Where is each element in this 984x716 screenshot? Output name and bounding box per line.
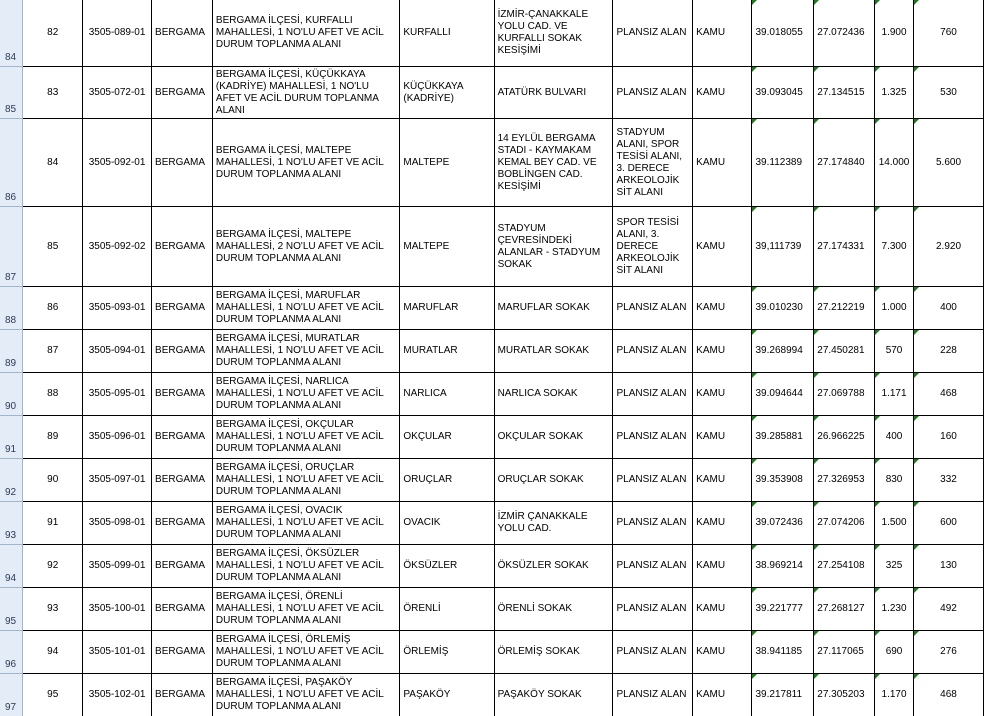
cell-capacity[interactable]: 600 <box>914 502 984 545</box>
cell-latitude[interactable]: 39.285881 <box>752 416 814 459</box>
cell-area-name[interactable]: BERGAMA İLÇESİ, ORUÇLAR MAHALLESİ, 1 NO'LU AFET VE ACİL DURUM TOPLANMA ALANI <box>212 459 399 502</box>
cell-area[interactable]: 1.500 <box>875 502 914 545</box>
cell-sira-no[interactable]: 85 <box>23 207 83 287</box>
table-row[interactable] <box>0 459 984 502</box>
cell-ownership[interactable]: KAMU <box>693 545 752 588</box>
cell-area-name[interactable]: BERGAMA İLÇESİ, KURFALLI MAHALLESİ, 1 NO'LU AFET VE ACİL DURUM TOPLANMA ALANI <box>212 0 399 67</box>
cell-area[interactable]: 830 <box>875 459 914 502</box>
cell-latitude[interactable]: 39.093045 <box>752 67 814 119</box>
cell-longitude[interactable]: 27.074206 <box>814 502 875 545</box>
cell-code[interactable]: 3505-089-01 <box>83 0 152 67</box>
cell-address[interactable]: OKÇULAR SOKAK <box>494 416 613 459</box>
cell-longitude[interactable]: 27.174331 <box>814 207 875 287</box>
table-row[interactable] <box>0 330 984 373</box>
cell-longitude[interactable]: 27.072436 <box>814 0 875 67</box>
cell-code[interactable]: 3505-101-01 <box>83 631 152 674</box>
cell-address[interactable]: ORUÇLAR SOKAK <box>494 459 613 502</box>
cell-neighborhood[interactable]: OVACIK <box>400 502 494 545</box>
cell-sira-no[interactable]: 91 <box>23 502 83 545</box>
cell-plan-status[interactable]: PLANSIZ ALAN <box>613 416 693 459</box>
cell-longitude[interactable]: 27.069788 <box>814 373 875 416</box>
row-header[interactable]: 88 <box>0 287 23 330</box>
cell-sira-no[interactable]: 88 <box>23 373 83 416</box>
cell-capacity[interactable]: 400 <box>914 287 984 330</box>
cell-code[interactable]: 3505-098-01 <box>83 502 152 545</box>
cell-longitude[interactable]: 27.268127 <box>814 588 875 631</box>
table-row[interactable] <box>0 588 984 631</box>
cell-district[interactable]: BERGAMA <box>152 119 213 207</box>
cell-address[interactable]: 14 EYLÜL BERGAMA STADI - KAYMAKAM KEMAL BEY CAD. VE BOBLİNGEN CAD. KESİŞİMİ <box>494 119 613 207</box>
cell-code[interactable]: 3505-072-01 <box>83 67 152 119</box>
cell-sira-no[interactable]: 83 <box>23 67 83 119</box>
cell-capacity[interactable]: 228 <box>914 330 984 373</box>
cell-latitude[interactable]: 39.221777 <box>752 588 814 631</box>
cell-area-name[interactable]: BERGAMA İLÇESİ, OKÇULAR MAHALLESİ, 1 NO'LU AFET VE ACİL DURUM TOPLANMA ALANI <box>212 416 399 459</box>
cell-area[interactable]: 1.000 <box>875 287 914 330</box>
cell-sira-no[interactable]: 95 <box>23 674 83 716</box>
cell-address[interactable]: MARUFLAR SOKAK <box>494 287 613 330</box>
cell-latitude[interactable]: 39.072436 <box>752 502 814 545</box>
cell-latitude[interactable]: 39.217811 <box>752 674 814 716</box>
cell-sira-no[interactable]: 86 <box>23 287 83 330</box>
row-header[interactable]: 84 <box>0 0 23 67</box>
cell-district[interactable]: BERGAMA <box>152 459 213 502</box>
cell-sira-no[interactable]: 84 <box>23 119 83 207</box>
cell-longitude[interactable]: 27.117065 <box>814 631 875 674</box>
cell-ownership[interactable]: KAMU <box>693 67 752 119</box>
cell-code[interactable]: 3505-096-01 <box>83 416 152 459</box>
cell-sira-no[interactable]: 93 <box>23 588 83 631</box>
cell-longitude[interactable]: 27.254108 <box>814 545 875 588</box>
cell-neighborhood[interactable]: ÖRLEMİŞ <box>400 631 494 674</box>
cell-latitude[interactable]: 39,111739 <box>752 207 814 287</box>
cell-address[interactable]: NARLICA SOKAK <box>494 373 613 416</box>
cell-sira-no[interactable]: 94 <box>23 631 83 674</box>
cell-area-name[interactable]: BERGAMA İLÇESİ, ÖRENLİ MAHALLESİ, 1 NO'LU AFET VE ACİL DURUM TOPLANMA ALANI <box>212 588 399 631</box>
cell-longitude[interactable]: 27.212219 <box>814 287 875 330</box>
cell-area[interactable]: 570 <box>875 330 914 373</box>
cell-latitude[interactable]: 39.268994 <box>752 330 814 373</box>
cell-address[interactable]: PAŞAKÖY SOKAK <box>494 674 613 716</box>
table-row[interactable] <box>0 631 984 674</box>
cell-area-name[interactable]: BERGAMA İLÇESİ, MURATLAR MAHALLESİ, 1 NO'LU AFET VE ACİL DURUM TOPLANMA ALANI <box>212 330 399 373</box>
cell-capacity[interactable]: 760 <box>914 0 984 67</box>
row-header[interactable]: 85 <box>0 67 23 119</box>
row-header[interactable]: 91 <box>0 416 23 459</box>
row-header[interactable]: 89 <box>0 330 23 373</box>
cell-capacity[interactable]: 492 <box>914 588 984 631</box>
cell-capacity[interactable]: 2.920 <box>914 207 984 287</box>
cell-plan-status[interactable]: STADYUM ALANI, SPOR TESİSİ ALANI, 3. DERECE ARKEOLOJİK SİT ALANI <box>613 119 693 207</box>
table-row[interactable] <box>0 287 984 330</box>
table-row[interactable] <box>0 674 984 716</box>
cell-ownership[interactable]: KAMU <box>693 119 752 207</box>
cell-address[interactable]: ATATÜRK BULVARI <box>494 67 613 119</box>
cell-area[interactable]: 325 <box>875 545 914 588</box>
cell-area-name[interactable]: BERGAMA İLÇESİ, ÖKSÜZLER MAHALLESİ, 1 NO'LU AFET VE ACİL DURUM TOPLANMA ALANI <box>212 545 399 588</box>
cell-ownership[interactable]: KAMU <box>693 373 752 416</box>
cell-capacity[interactable]: 530 <box>914 67 984 119</box>
cell-ownership[interactable]: KAMU <box>693 674 752 716</box>
cell-plan-status[interactable]: PLANSIZ ALAN <box>613 373 693 416</box>
cell-capacity[interactable]: 468 <box>914 674 984 716</box>
cell-neighborhood[interactable]: NARLICA <box>400 373 494 416</box>
cell-neighborhood[interactable]: MALTEPE <box>400 119 494 207</box>
cell-ownership[interactable]: KAMU <box>693 502 752 545</box>
cell-code[interactable]: 3505-092-02 <box>83 207 152 287</box>
cell-plan-status[interactable]: PLANSIZ ALAN <box>613 67 693 119</box>
table-row[interactable] <box>0 502 984 545</box>
cell-sira-no[interactable]: 89 <box>23 416 83 459</box>
cell-district[interactable]: BERGAMA <box>152 0 213 67</box>
cell-area-name[interactable]: BERGAMA İLÇESİ, KÜÇÜKKAYA (KADRİYE) MAHALLESİ, 1 NO'LU AFET VE ACİL DURUM TOPLANMA ALANI <box>212 67 399 119</box>
cell-code[interactable]: 3505-092-01 <box>83 119 152 207</box>
cell-latitude[interactable]: 39.018055 <box>752 0 814 67</box>
cell-ownership[interactable]: KAMU <box>693 588 752 631</box>
cell-sira-no[interactable]: 87 <box>23 330 83 373</box>
cell-plan-status[interactable]: PLANSIZ ALAN <box>613 502 693 545</box>
row-header[interactable]: 86 <box>0 119 23 207</box>
cell-neighborhood[interactable]: ORUÇLAR <box>400 459 494 502</box>
cell-plan-status[interactable]: PLANSIZ ALAN <box>613 459 693 502</box>
cell-area[interactable]: 7.300 <box>875 207 914 287</box>
table-row[interactable] <box>0 373 984 416</box>
cell-longitude[interactable]: 27.134515 <box>814 67 875 119</box>
cell-longitude[interactable]: 27.450281 <box>814 330 875 373</box>
cell-ownership[interactable]: KAMU <box>693 631 752 674</box>
cell-latitude[interactable]: 39.010230 <box>752 287 814 330</box>
cell-code[interactable]: 3505-095-01 <box>83 373 152 416</box>
cell-area-name[interactable]: BERGAMA İLÇESİ, NARLICA MAHALLESİ, 1 NO'LU AFET VE ACİL DURUM TOPLANMA ALANI <box>212 373 399 416</box>
cell-address[interactable]: ÖRLEMİŞ SOKAK <box>494 631 613 674</box>
cell-latitude[interactable]: 38.941185 <box>752 631 814 674</box>
cell-neighborhood[interactable]: MARUFLAR <box>400 287 494 330</box>
cell-area-name[interactable]: BERGAMA İLÇESİ, MALTEPE MAHALLESİ, 2 NO'LU AFET VE ACİL DURUM TOPLANMA ALANI <box>212 207 399 287</box>
cell-latitude[interactable]: 39.353908 <box>752 459 814 502</box>
cell-district[interactable]: BERGAMA <box>152 287 213 330</box>
cell-area-name[interactable]: BERGAMA İLÇESİ, PAŞAKÖY MAHALLESİ, 1 NO'LU AFET VE ACİL DURUM TOPLANMA ALANI <box>212 674 399 716</box>
row-header[interactable]: 92 <box>0 459 23 502</box>
cell-district[interactable]: BERGAMA <box>152 588 213 631</box>
cell-sira-no[interactable]: 90 <box>23 459 83 502</box>
cell-neighborhood[interactable]: MALTEPE <box>400 207 494 287</box>
cell-neighborhood[interactable]: KÜÇÜKKAYA (KADRİYE) <box>400 67 494 119</box>
cell-ownership[interactable]: KAMU <box>693 416 752 459</box>
row-header[interactable]: 90 <box>0 373 23 416</box>
row-header[interactable]: 93 <box>0 502 23 545</box>
cell-capacity[interactable]: 5.600 <box>914 119 984 207</box>
cell-address[interactable]: STADYUM ÇEVRESİNDEKİ ALANLAR - STADYUM SOKAK <box>494 207 613 287</box>
table-row[interactable] <box>0 416 984 459</box>
cell-area-name[interactable]: BERGAMA İLÇESİ, MARUFLAR MAHALLESİ, 1 NO'LU AFET VE ACİL DURUM TOPLANMA ALANI <box>212 287 399 330</box>
table-row[interactable] <box>0 207 984 287</box>
cell-code[interactable]: 3505-094-01 <box>83 330 152 373</box>
cell-plan-status[interactable]: PLANSIZ ALAN <box>613 674 693 716</box>
cell-neighborhood[interactable]: PAŞAKÖY <box>400 674 494 716</box>
cell-latitude[interactable]: 39.112389 <box>752 119 814 207</box>
cell-address[interactable]: ÖRENLİ SOKAK <box>494 588 613 631</box>
cell-ownership[interactable]: KAMU <box>693 207 752 287</box>
cell-capacity[interactable]: 276 <box>914 631 984 674</box>
cell-area[interactable]: 14.000 <box>875 119 914 207</box>
cell-sira-no[interactable]: 82 <box>23 0 83 67</box>
cell-neighborhood[interactable]: KURFALLI <box>400 0 494 67</box>
cell-neighborhood[interactable]: MURATLAR <box>400 330 494 373</box>
cell-area-name[interactable]: BERGAMA İLÇESİ, ÖRLEMİŞ MAHALLESİ, 1 NO'LU AFET VE ACİL DURUM TOPLANMA ALANI <box>212 631 399 674</box>
cell-plan-status[interactable]: PLANSIZ ALAN <box>613 287 693 330</box>
cell-district[interactable]: BERGAMA <box>152 330 213 373</box>
cell-ownership[interactable]: KAMU <box>693 287 752 330</box>
cell-code[interactable]: 3505-093-01 <box>83 287 152 330</box>
cell-longitude[interactable]: 27.305203 <box>814 674 875 716</box>
cell-capacity[interactable]: 160 <box>914 416 984 459</box>
cell-address[interactable]: İZMİR-ÇANAKKALE YOLU CAD. VE KURFALLI SOKAK KESİŞİMİ <box>494 0 613 67</box>
cell-longitude[interactable]: 27.174840 <box>814 119 875 207</box>
row-header[interactable]: 95 <box>0 588 23 631</box>
cell-area[interactable]: 1.230 <box>875 588 914 631</box>
cell-district[interactable]: BERGAMA <box>152 373 213 416</box>
cell-longitude[interactable]: 27.326953 <box>814 459 875 502</box>
cell-district[interactable]: BERGAMA <box>152 545 213 588</box>
cell-area-name[interactable]: BERGAMA İLÇESİ, MALTEPE MAHALLESİ, 1 NO'LU AFET VE ACİL DURUM TOPLANMA ALANI <box>212 119 399 207</box>
row-header[interactable]: 97 <box>0 674 23 716</box>
cell-area[interactable]: 1.325 <box>875 67 914 119</box>
cell-district[interactable]: BERGAMA <box>152 67 213 119</box>
cell-neighborhood[interactable]: ÖRENLİ <box>400 588 494 631</box>
cell-district[interactable]: BERGAMA <box>152 207 213 287</box>
table-row[interactable] <box>0 545 984 588</box>
cell-ownership[interactable]: KAMU <box>693 0 752 67</box>
cell-district[interactable]: BERGAMA <box>152 631 213 674</box>
cell-ownership[interactable]: KAMU <box>693 330 752 373</box>
cell-district[interactable]: BERGAMA <box>152 674 213 716</box>
cell-ownership[interactable]: KAMU <box>693 459 752 502</box>
cell-capacity[interactable]: 332 <box>914 459 984 502</box>
row-header[interactable]: 96 <box>0 631 23 674</box>
cell-area-name[interactable]: BERGAMA İLÇESİ, OVACIK MAHALLESİ, 1 NO'LU AFET VE ACİL DURUM TOPLANMA ALANI <box>212 502 399 545</box>
cell-plan-status[interactable]: PLANSIZ ALAN <box>613 588 693 631</box>
cell-plan-status[interactable]: PLANSIZ ALAN <box>613 545 693 588</box>
row-header[interactable]: 94 <box>0 545 23 588</box>
cell-area[interactable]: 400 <box>875 416 914 459</box>
cell-neighborhood[interactable]: OKÇULAR <box>400 416 494 459</box>
cell-area[interactable]: 1.170 <box>875 674 914 716</box>
cell-code[interactable]: 3505-099-01 <box>83 545 152 588</box>
row-header[interactable]: 87 <box>0 207 23 287</box>
table-row[interactable] <box>0 0 984 67</box>
cell-plan-status[interactable]: PLANSIZ ALAN <box>613 631 693 674</box>
cell-plan-status[interactable]: PLANSIZ ALAN <box>613 0 693 67</box>
cell-latitude[interactable]: 39.094644 <box>752 373 814 416</box>
cell-plan-status[interactable]: PLANSIZ ALAN <box>613 330 693 373</box>
cell-address[interactable]: İZMİR ÇANAKKALE YOLU CAD. <box>494 502 613 545</box>
table-row[interactable] <box>0 67 984 119</box>
cell-area[interactable]: 1.900 <box>875 0 914 67</box>
table-row[interactable] <box>0 119 984 207</box>
cell-district[interactable]: BERGAMA <box>152 502 213 545</box>
cell-capacity[interactable]: 130 <box>914 545 984 588</box>
cell-address[interactable]: MURATLAR SOKAK <box>494 330 613 373</box>
cell-capacity[interactable]: 468 <box>914 373 984 416</box>
cell-address[interactable]: ÖKSÜZLER SOKAK <box>494 545 613 588</box>
cell-neighborhood[interactable]: ÖKSÜZLER <box>400 545 494 588</box>
cell-longitude[interactable]: 26.966225 <box>814 416 875 459</box>
cell-code[interactable]: 3505-102-01 <box>83 674 152 716</box>
cell-latitude[interactable]: 38.969214 <box>752 545 814 588</box>
cell-area[interactable]: 1.171 <box>875 373 914 416</box>
cell-sira-no[interactable]: 92 <box>23 545 83 588</box>
cell-code[interactable]: 3505-100-01 <box>83 588 152 631</box>
cell-code[interactable]: 3505-097-01 <box>83 459 152 502</box>
cell-district[interactable]: BERGAMA <box>152 416 213 459</box>
cell-plan-status[interactable]: SPOR TESİSİ ALANI, 3. DERECE ARKEOLOJİK SİT ALANI <box>613 207 693 287</box>
cell-area[interactable]: 690 <box>875 631 914 674</box>
